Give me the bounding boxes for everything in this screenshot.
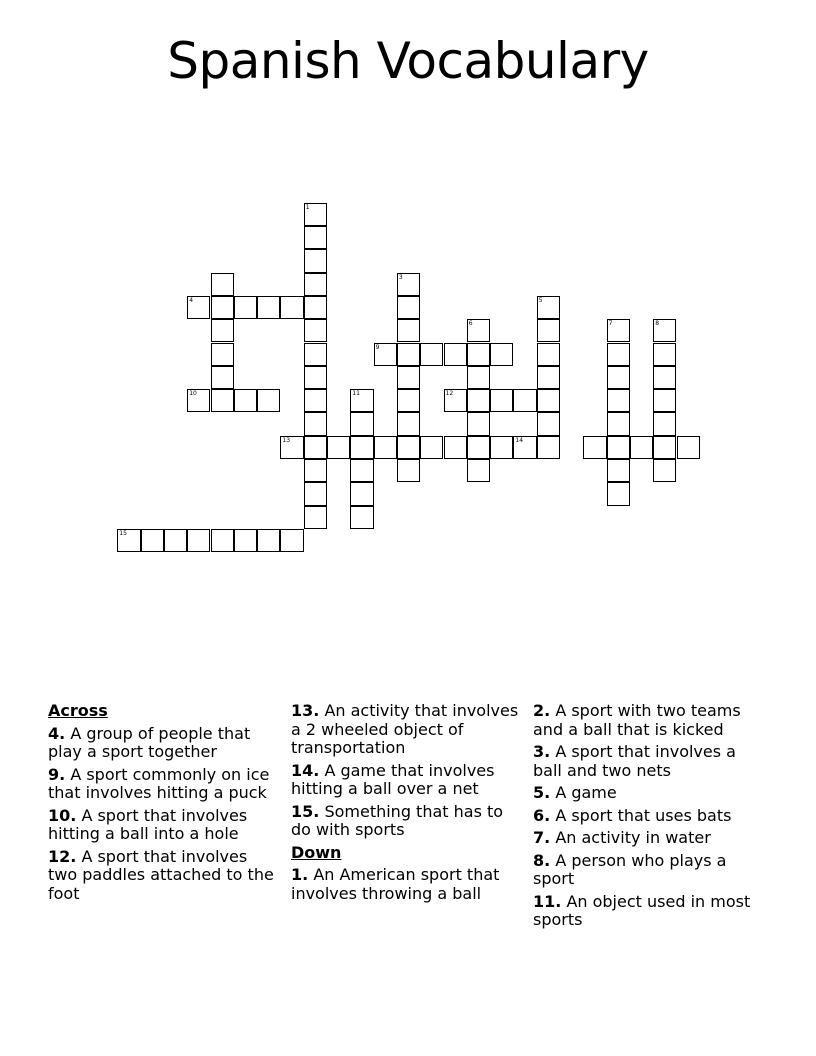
clue-number: 15	[119, 529, 127, 537]
grid-cell[interactable]	[444, 389, 467, 412]
grid-cell[interactable]	[117, 529, 140, 552]
grid-cell[interactable]	[607, 436, 630, 459]
grid-cell[interactable]	[444, 343, 467, 366]
grid-cell[interactable]	[467, 389, 490, 412]
grid-cell[interactable]	[607, 343, 630, 366]
clue-number: 7	[608, 320, 613, 328]
grid-cell[interactable]	[607, 459, 630, 482]
grid-cell[interactable]	[607, 482, 630, 505]
grid-cell[interactable]	[304, 482, 327, 505]
grid-cell[interactable]	[537, 343, 560, 366]
grid-cell[interactable]	[607, 366, 630, 389]
grid-cell[interactable]	[397, 319, 420, 342]
grid-cell[interactable]	[350, 389, 373, 412]
grid-cell[interactable]	[211, 529, 234, 552]
clue-number: 14	[515, 436, 524, 444]
grid-cell[interactable]	[280, 296, 303, 319]
grid-cell[interactable]	[187, 389, 210, 412]
grid-cell[interactable]	[467, 366, 490, 389]
grid-cell[interactable]	[234, 296, 257, 319]
clue-down-6: 6. A sport that uses bats	[533, 805, 732, 825]
grid-cell[interactable]	[211, 343, 234, 366]
grid-cell[interactable]	[374, 436, 397, 459]
grid-cell[interactable]	[280, 436, 303, 459]
grid-cell[interactable]	[467, 459, 490, 482]
grid-cell[interactable]	[327, 436, 350, 459]
clue-number: 9	[375, 343, 380, 351]
clue-down-2: 2. A sport with two teams and a ball that is kicked	[533, 701, 741, 739]
clue-number: 4	[189, 296, 194, 304]
grid-cell[interactable]	[350, 506, 373, 529]
grid-cell[interactable]	[257, 296, 280, 319]
grid-cell[interactable]	[653, 459, 676, 482]
grid-cell[interactable]	[513, 436, 536, 459]
grid-cell[interactable]	[420, 436, 443, 459]
grid-cell[interactable]	[467, 436, 490, 459]
grid-cell[interactable]	[304, 203, 327, 226]
grid-cell[interactable]	[537, 319, 560, 342]
grid-cell[interactable]	[537, 412, 560, 435]
grid-cell[interactable]	[583, 436, 606, 459]
grid-cell[interactable]	[350, 436, 373, 459]
grid-cell[interactable]	[397, 389, 420, 412]
down-heading: Down	[291, 842, 342, 862]
clue-number: 12	[445, 390, 454, 398]
grid-cell[interactable]	[537, 389, 560, 412]
grid-cell[interactable]	[397, 273, 420, 296]
clues-column-1	[48, 702, 280, 907]
grid-cell[interactable]	[234, 389, 257, 412]
grid-cell[interactable]	[211, 273, 234, 296]
grid-cell[interactable]	[653, 436, 676, 459]
grid-cell[interactable]	[490, 343, 513, 366]
clue-number: 1	[305, 203, 310, 211]
clue-across-12: 12. A sport that involves two paddles attached to the foot	[48, 846, 274, 903]
grid-cell[interactable]	[397, 412, 420, 435]
grid-cell[interactable]	[537, 296, 560, 319]
grid-cell[interactable]	[513, 389, 536, 412]
grid-cell[interactable]	[304, 459, 327, 482]
grid-cell[interactable]	[257, 389, 280, 412]
grid-cell[interactable]	[444, 436, 467, 459]
grid-cell[interactable]	[187, 296, 210, 319]
grid-cell[interactable]	[607, 319, 630, 342]
grid-cell[interactable]	[607, 389, 630, 412]
grid-cell[interactable]	[304, 273, 327, 296]
grid-cell[interactable]	[257, 529, 280, 552]
grid-cell[interactable]	[350, 412, 373, 435]
clue-number: 11	[352, 390, 360, 398]
grid-cell[interactable]	[304, 343, 327, 366]
clue-number: 6	[468, 320, 473, 328]
grid-cell[interactable]	[304, 412, 327, 435]
puzzle-title: Spanish Vocabulary	[167, 32, 649, 90]
grid-cell[interactable]	[397, 459, 420, 482]
grid-cell[interactable]	[164, 529, 187, 552]
clue-number: 5	[538, 296, 543, 304]
grid-cell[interactable]	[397, 436, 420, 459]
clue-down-1: 1. An American sport that involves throwing a ball	[291, 865, 500, 903]
grid-cell[interactable]	[397, 366, 420, 389]
grid-cell[interactable]	[653, 343, 676, 366]
grid-cell[interactable]	[467, 412, 490, 435]
grid-cell[interactable]	[141, 529, 164, 552]
grid-cell[interactable]	[350, 482, 373, 505]
grid-cell[interactable]	[607, 412, 630, 435]
clue-across-10: 10. A sport that involves hitting a ball into a hole	[48, 805, 248, 843]
grid-cell[interactable]	[653, 412, 676, 435]
clue-across-9: 9. A sport commonly on ice that involves hitting a puck	[48, 764, 270, 802]
clue-down-7: 7. An activity in water	[533, 828, 711, 847]
grid-cell[interactable]	[397, 296, 420, 319]
grid-cell[interactable]	[211, 319, 234, 342]
clues-column-3	[533, 702, 765, 934]
grid-cell[interactable]	[420, 343, 443, 366]
grid-cell[interactable]	[304, 319, 327, 342]
clue-down-11: 11. An object used in most sports	[533, 891, 751, 929]
grid-cell[interactable]	[490, 436, 513, 459]
grid-cell[interactable]	[211, 366, 234, 389]
grid-cell[interactable]	[397, 343, 420, 366]
grid-cell[interactable]	[211, 296, 234, 319]
clue-down-3: 3. A sport that involves a ball and two nets	[533, 742, 736, 780]
grid-cell[interactable]	[304, 436, 327, 459]
grid-cell[interactable]	[653, 319, 676, 342]
grid-cell[interactable]	[304, 506, 327, 529]
clue-number: 3	[398, 273, 403, 281]
clue-down-5: 5. A game	[533, 783, 617, 802]
grid-cell[interactable]	[537, 366, 560, 389]
clue-across-13: 13. An activity that involves a 2 wheeled object of transportation	[291, 701, 519, 757]
clues-column-2	[291, 702, 523, 907]
grid-cell[interactable]	[630, 436, 653, 459]
grid-cell[interactable]	[211, 389, 234, 412]
grid-cell[interactable]	[350, 459, 373, 482]
grid-cell[interactable]	[490, 389, 513, 412]
clue-down-8: 8. A person who plays a sport	[533, 850, 727, 888]
grid-cell[interactable]	[677, 436, 700, 459]
clue-number: 13	[282, 436, 291, 444]
grid-cell[interactable]	[304, 389, 327, 412]
grid-cell[interactable]	[234, 529, 257, 552]
clue-number: 10	[189, 390, 197, 398]
clue-across-15: 15. Something that has to do with sports	[291, 801, 504, 839]
grid-cell[interactable]	[304, 249, 327, 272]
grid-cell[interactable]	[537, 436, 560, 459]
grid-cell[interactable]	[304, 366, 327, 389]
grid-cell[interactable]	[304, 226, 327, 249]
clue-across-14: 14. A game that involves hitting a ball over a net	[291, 760, 495, 798]
grid-cell[interactable]	[304, 296, 327, 319]
clue-number: 8	[655, 320, 660, 328]
grid-cell[interactable]	[653, 389, 676, 412]
grid-cell[interactable]	[374, 343, 397, 366]
grid-cell[interactable]	[467, 319, 490, 342]
across-heading: Across	[48, 701, 108, 720]
grid-cell[interactable]	[653, 366, 676, 389]
grid-cell[interactable]	[467, 343, 490, 366]
grid-cell[interactable]	[187, 529, 210, 552]
grid-cell[interactable]	[280, 529, 303, 552]
clue-across-4: 4. A group of people that play a sport together	[48, 723, 251, 761]
